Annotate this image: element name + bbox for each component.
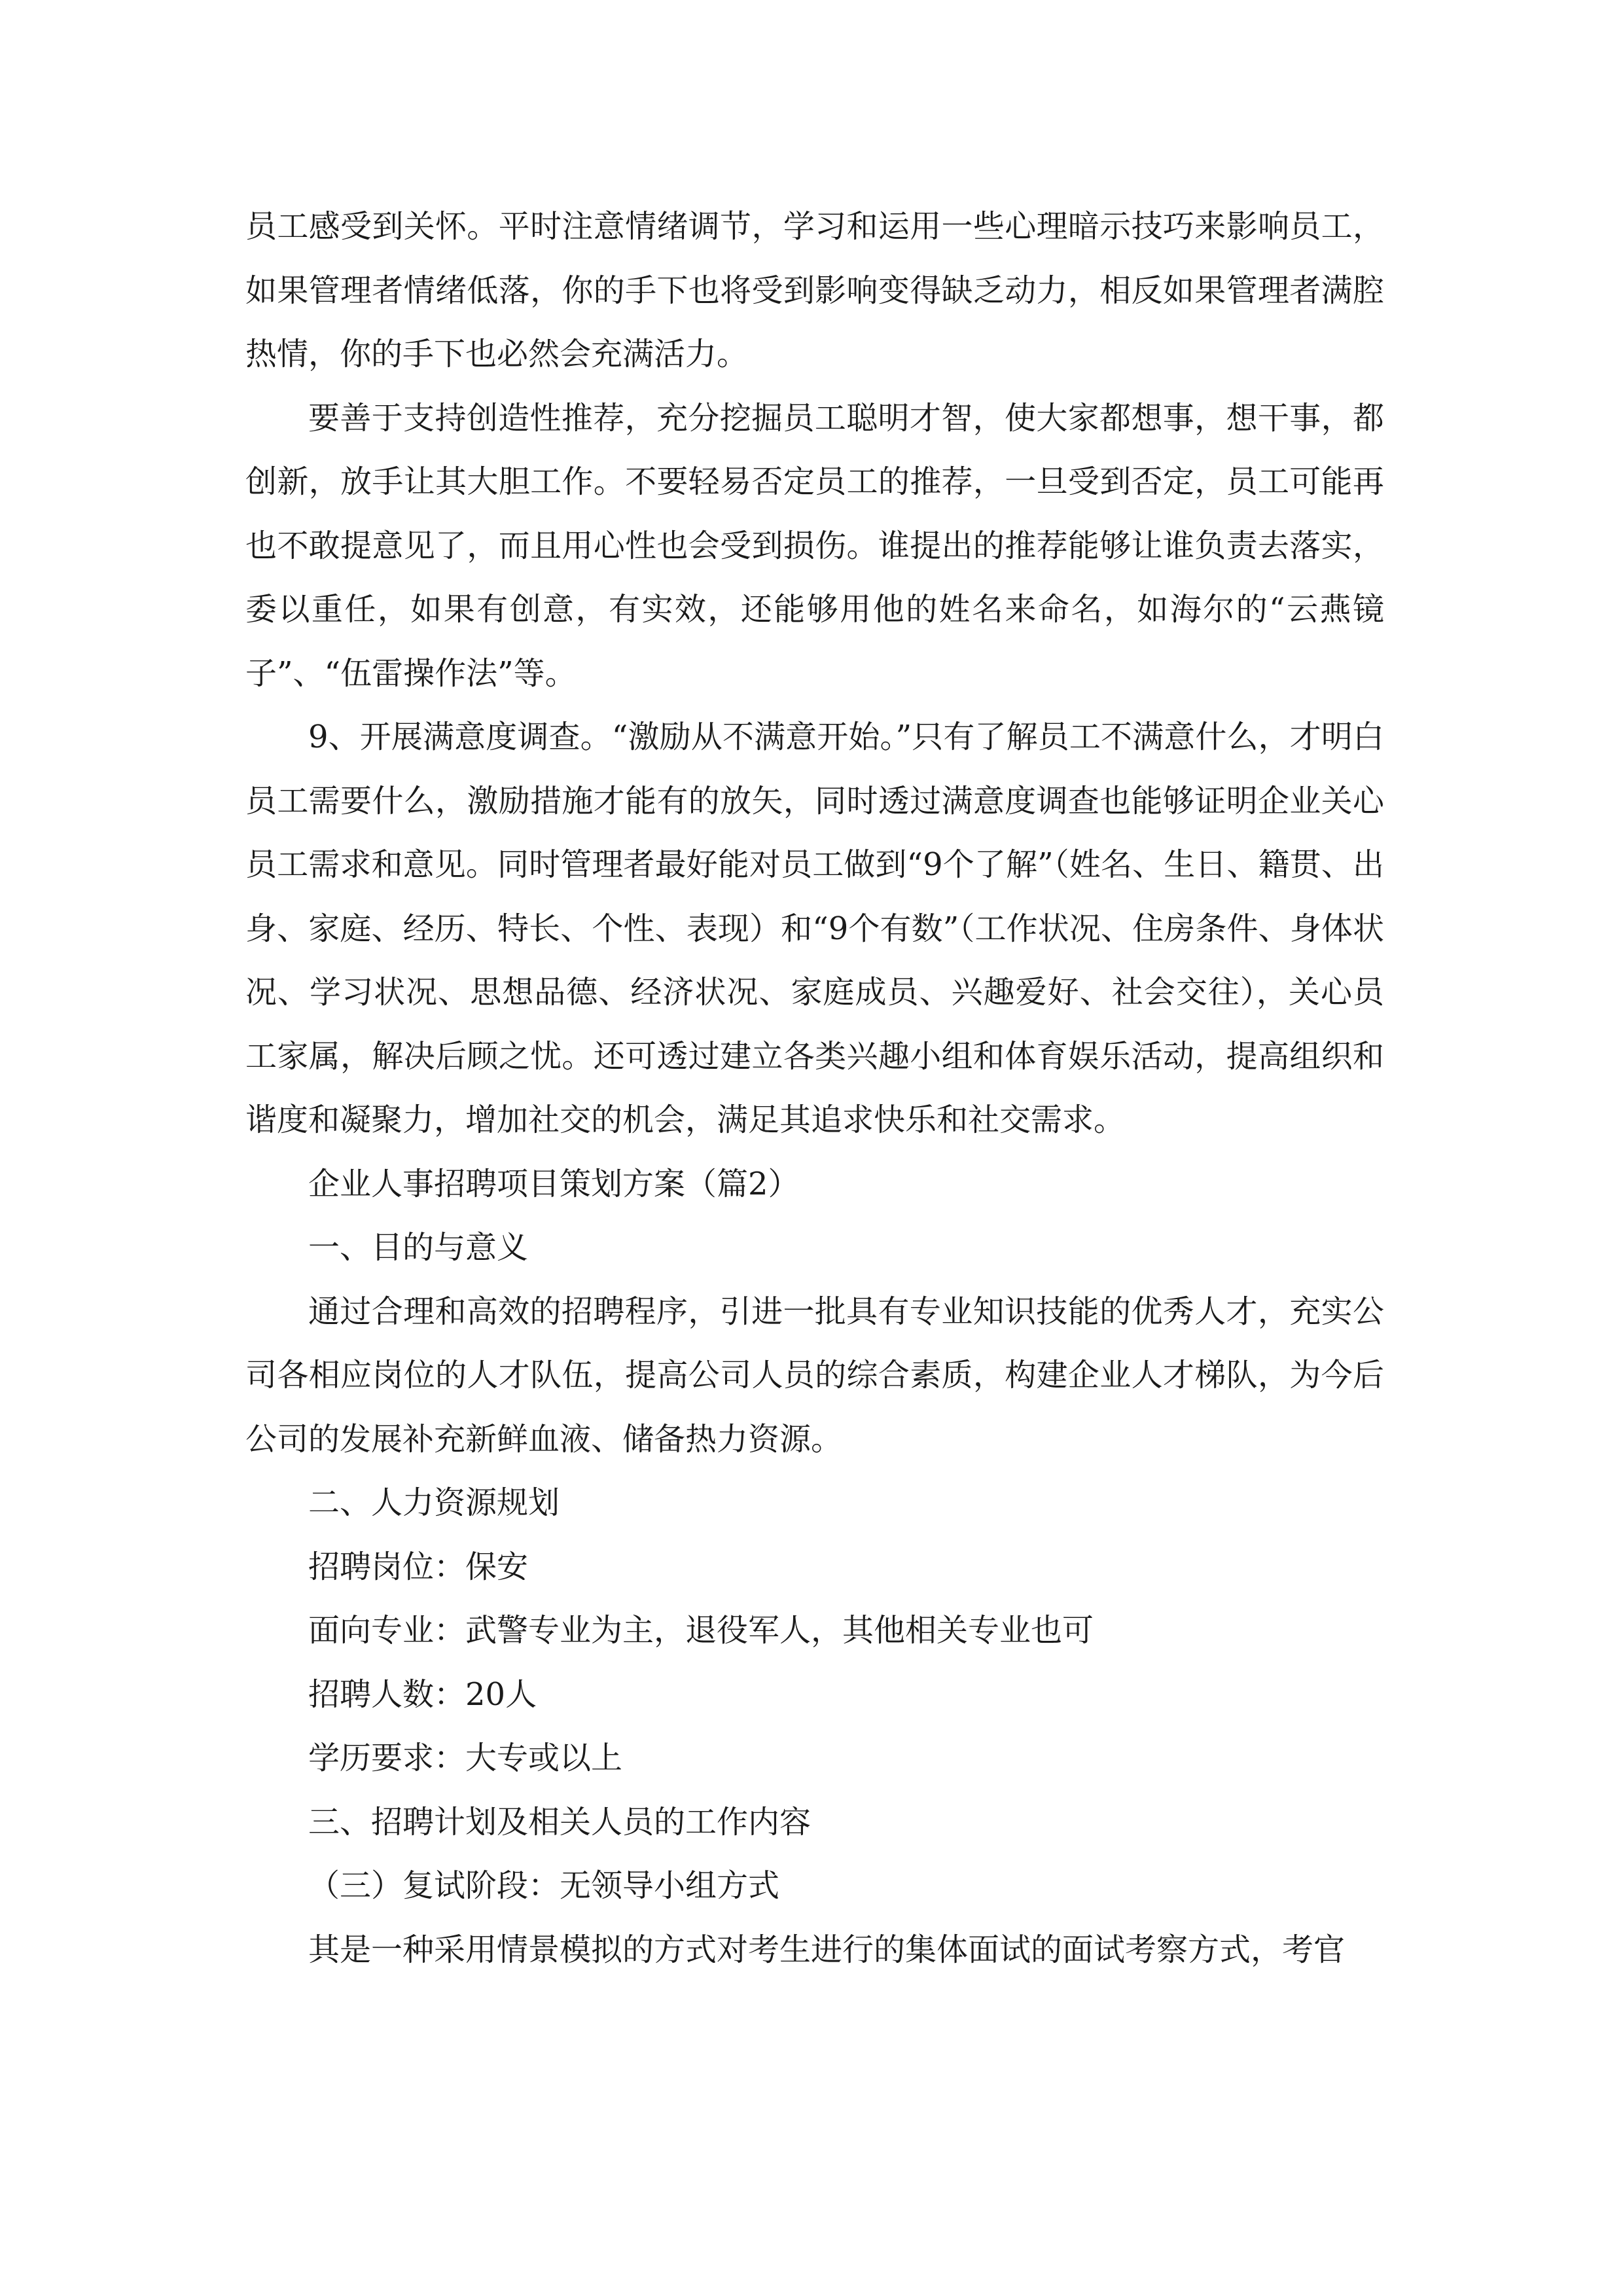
paragraph-satisfaction-survey: 9、开展满意度调查。“激励从不满意开始。”只有了解员工不满意什么，才明白员工需要什么，激励措施才能有的放矢，同时透过满意度调查也能够证明企业关心员工需求和意见。同时管理者最好能对员工做到“9个了解”（姓名、生日、籍贯、出身、家庭、经历、特长、个性、表现）和“9个有数”（工作状况、住房条件、身体状况、学习状况、思想品德、经济状况、家庭成员、兴趣爱好、社会交往），关心员工家属，解决后顾之忧。还可透过建立各类兴趣小组和体育娱乐活动，提高组织和谐度和凝聚力，增加社交的机会，满足其追求快乐和社交需求。 bbox=[245, 719, 1384, 1138]
subheading-retest: （三）复试阶段：无领导小组方式 bbox=[308, 1867, 780, 1904]
paragraph-group-discussion: 其是一种采用情景模拟的方式对考生进行的集体面试的面试考察方式，考官 bbox=[308, 1931, 1346, 1968]
item-major: 面向专业：武警专业为主，退役军人，其他相关专业也可 bbox=[308, 1612, 1094, 1649]
paragraph-purpose: 通过合理和高效的招聘程序，引进一批具有专业知识技能的优秀人才，充实公司各相应岗位的人才队伍，提高公司人员的综合素质，构建企业人才梯队，为今后公司的发展补充新鲜血液、储备热力资源。 bbox=[245, 1293, 1384, 1458]
item-education: 学历要求：大专或以上 bbox=[308, 1740, 623, 1776]
paragraph-creative-suggestions: 要善于支持创造性推荐，充分挖掘员工聪明才智，使大家都想事，想干事，都创新，放手让其大胆工作。不要轻易否定员工的推荐，一旦受到否定，员工可能再也不敢提意见了，而且用心性也会受到损伤。谁提出的推荐能够让谁负责去落实，委以重任，如果有创意，有实效，还能够用他的姓名来命名，如海尔的“云燕镜子”、“伍雷操作法”等。 bbox=[245, 399, 1384, 692]
section-title: 企业人事招聘项目策划方案（篇2） bbox=[308, 1165, 800, 1202]
heading-hr-planning: 二、人力资源规划 bbox=[308, 1484, 560, 1521]
item-position: 招聘岗位：保安 bbox=[308, 1548, 529, 1585]
document-body bbox=[245, 195, 1384, 1982]
heading-purpose: 一、目的与意义 bbox=[308, 1229, 529, 1266]
heading-recruitment-plan: 三、招聘计划及相关人员的工作内容 bbox=[308, 1803, 812, 1840]
paragraph-care: 员工感受到关怀。平时注意情绪调节，学习和运用一些心理暗示技巧来影响员工，如果管理者情绪低落，你的手下也将受到影响变得缺乏动力，相反如果管理者满腔热情，你的手下也必然会充满活力。 bbox=[245, 208, 1384, 372]
item-headcount: 招聘人数：20人 bbox=[308, 1676, 537, 1713]
